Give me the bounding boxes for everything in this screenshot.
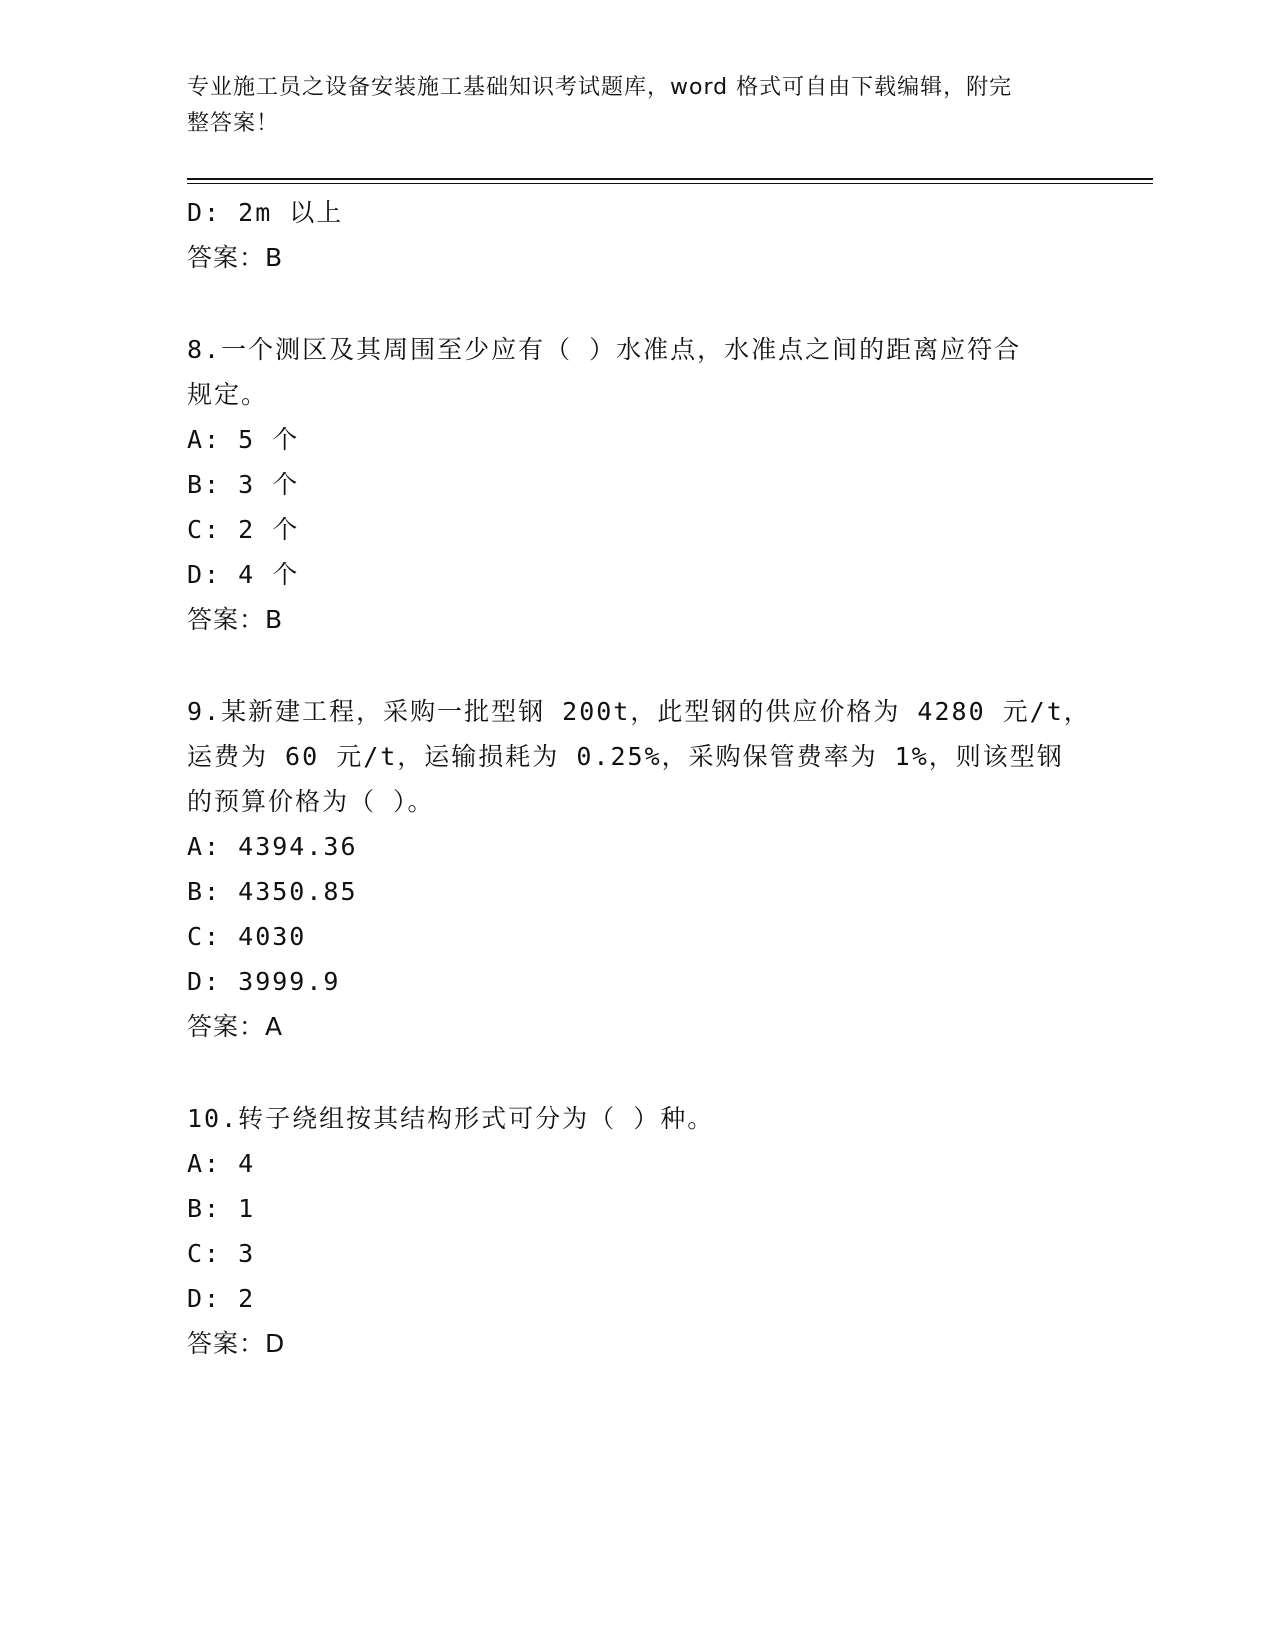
question-8-option-d: D: 4 个 [187,560,300,589]
question-9-stem-line-1: 9.某新建工程，采购一批型钢 200t，此型钢的供应价格为 4280 元/t， [187,697,1091,726]
question-9-stem-line-3: 的预算价格为（ ）。 [187,787,435,816]
question-8-stem-line-1: 8.一个测区及其周围至少应有（ ）水准点，水准点之间的距离应符合 [187,335,1022,364]
question-8 [187,327,1067,642]
spacer [187,280,1067,327]
question-8-option-b: B: 3 个 [187,470,300,499]
question-content [187,190,1091,1366]
header-line-1: 专业施工员之设备安装施工基础知识考试题库，word 格式可自由下载编辑，附完 [187,75,1013,100]
question-9-stem-line-2: 运费为 60 元/t，运输损耗为 0.25%，采购保管费率为 1%，则该型钢 [187,742,1064,771]
question-9-answer: 答案：A [187,1012,284,1041]
document-header [187,70,1067,142]
question-10-option-a: A: 4 [187,1149,256,1178]
question-9-option-d: D: 3999.9 [187,967,341,996]
question-10-option-b: B: 1 [187,1194,256,1223]
header-divider-thin [187,183,1153,184]
question-8-option-a: A: 5 个 [187,425,300,454]
spacer [187,1049,1067,1096]
spacer [187,642,1067,689]
question-10-option-d: D: 2 [187,1284,256,1313]
question-9-option-b: B: 4350.85 [187,877,358,906]
header-divider-thick [187,178,1153,180]
question-8-option-c: C: 2 个 [187,515,300,544]
question-10-option-c: C: 3 [187,1239,256,1268]
header-line-2: 整答案！ [187,111,280,136]
question-9 [187,689,1091,1049]
prev-option-d: D: 2m 以上 [187,198,344,227]
question-8-answer: 答案：B [187,605,284,634]
question-10-answer: 答案：D [187,1329,286,1358]
question-8-stem-line-2: 规定。 [187,380,269,409]
question-10 [187,1096,1067,1366]
question-10-stem-line-1: 10.转子绕组按其结构形式可分为（ ）种。 [187,1104,715,1133]
question-9-option-a: A: 4394.36 [187,832,358,861]
question-9-option-c: C: 4030 [187,922,307,951]
prev-answer: 答案：B [187,243,284,272]
